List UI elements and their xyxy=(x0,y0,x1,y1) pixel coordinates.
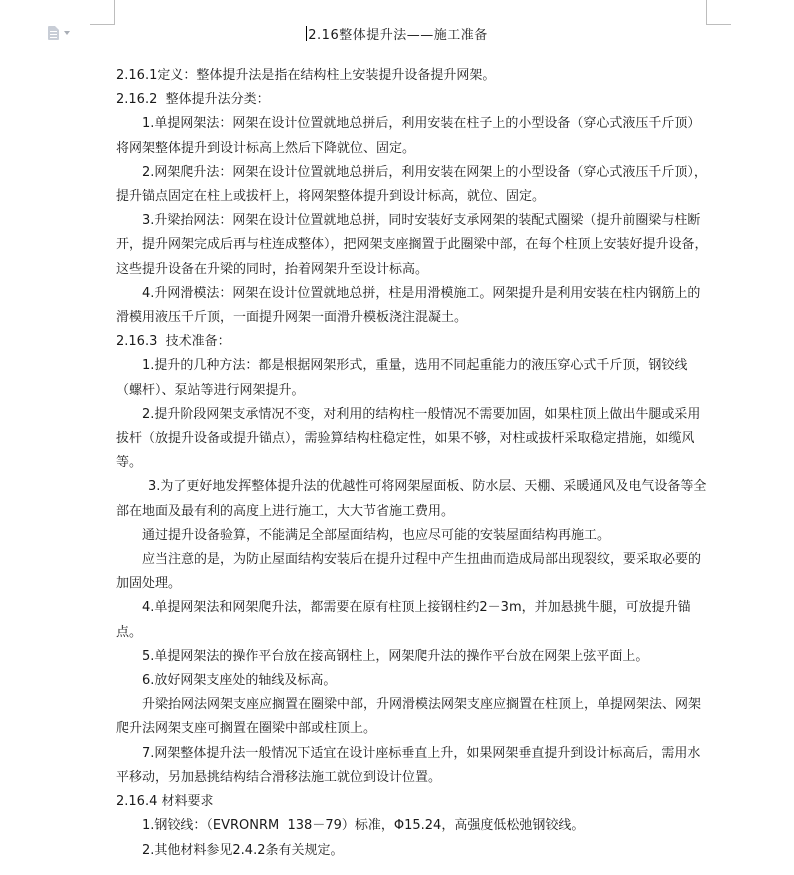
paragraph-15: 升梁抬网法网架支座应搁置在圈梁中部，升网滑模法网架支座应搁置在柱顶上，单提网架法、网架爬升法网架支座可搁置在圈梁中部或柱顶上。 xyxy=(116,697,702,737)
paragraph-13: 5.单提网架法的操作平台放在接高钢柱上，网架爬升法的操作平台放在网架上弦平面上。 xyxy=(142,648,649,664)
paragraph-18: 1.钢铰线：（EVRONRM 138－79）标准，Φ15.24，高强度低松弛钢铰线。 xyxy=(142,818,585,834)
paragraph-11: 应当注意的是，为防止屋面结构安装后在提升过程中产生扭曲而造成局部出现裂纹，要采取必要的加固处理。 xyxy=(116,552,702,592)
crop-mark-top-right-vertical xyxy=(706,0,707,24)
paragraph-16: 7.网架整体提升法一般情况下适宜在设计座标垂直上升，如果网架垂直提升到设计标高后，需用水平移动，另加悬挑结构结合滑移法施工就位到设计位置。 xyxy=(116,745,701,785)
paragraph-14: 6.放好网架支座处的轴线及标高。 xyxy=(142,673,337,689)
paragraph-4: 3.升梁抬网法：网架在设计位置就地总拼，同时安装好支承网架的装配式圈梁（提升前圈梁与柱断开，提升网架完成后再与柱连成整体），把网架支座搁置于此圈梁中部，在每个柱顶上安装好提升设备，这些提升设备在升梁的同时，抬着网架升至设计标高。 xyxy=(116,213,708,277)
page-header-title: 2.16整体提升法——施工准备 xyxy=(308,28,488,43)
paragraph-10: 通过提升设备验算，不能满足全部屋面结构，也应尽可能的安装屋面结构再施工。 xyxy=(142,527,611,543)
paragraph-5: 4.升网滑模法：网架在设计位置就地总拼，柱是用滑模施工。网架提升是利用安装在柱内钢筋上的滑模用液压千斤顶，一面提升网架一面滑升模板浇注混凝土。 xyxy=(116,285,701,326)
paragraph-8: 2.提升阶段网架支承情况不变，对利用的结构柱一般情况不需要加固，如果柱顶上做出牛腿或采用拔杆（放提升设备或提升锚点），需验算结构柱稳定性，如果不够，对柱或拔杆采取稳定措施，如缆风等。 xyxy=(116,406,701,471)
crop-mark-top-left-vertical xyxy=(114,0,115,24)
paragraph-7: 1.提升的几种方法：都是根据网架形式，重量，选用不同起重能力的液压穿心式千斤顶，钢铰线（螺杆）、泵站等进行网架提升。 xyxy=(116,358,688,398)
paragraph-9: 3.为了更好地发挥整体提升法的优越性可将网架屋面板、防水层、天棚、采暖通风及电气设备等全部在地面及最有利的高度上进行施工，大大节省施工费用。 xyxy=(116,479,707,519)
paragraph-17: 2.16.4 材料要求 xyxy=(116,794,214,810)
page-header xyxy=(0,24,794,43)
document-body[interactable] xyxy=(116,64,712,863)
paragraph-2: 1.单提网架法：网架在设计位置就地总拼后，利用安装在柱子上的小型设备（穿心式液压千斤顶）将网架整体提升到设计标高上然后下降就位、固定。 xyxy=(116,116,701,156)
paragraph-3: 2.网架爬升法：网架在设计位置就地总拼后，利用安装在网架上的小型设备（穿心式液压千斤顶），提升锚点固定在柱上或拔杆上，将网架整体提升到设计标高，就位、固定。 xyxy=(116,164,707,205)
paragraph-1: 2.16.2 整体提升法分类： xyxy=(116,92,270,108)
paragraph-12: 4.单提网架法和网架爬升法，都需要在原有柱顶上接钢柱约2－3m，并加悬挑牛腿，可放提升锚点。 xyxy=(116,600,691,640)
paragraph-19: 2.其他材料参见2.4.2条有关规定。 xyxy=(142,842,344,858)
paragraph-0: 2.16.1定义：整体提升法是指在结构柱上安装提升设备提升网架。 xyxy=(116,68,496,83)
paragraph-6: 2.16.3 技术准备： xyxy=(116,334,231,350)
